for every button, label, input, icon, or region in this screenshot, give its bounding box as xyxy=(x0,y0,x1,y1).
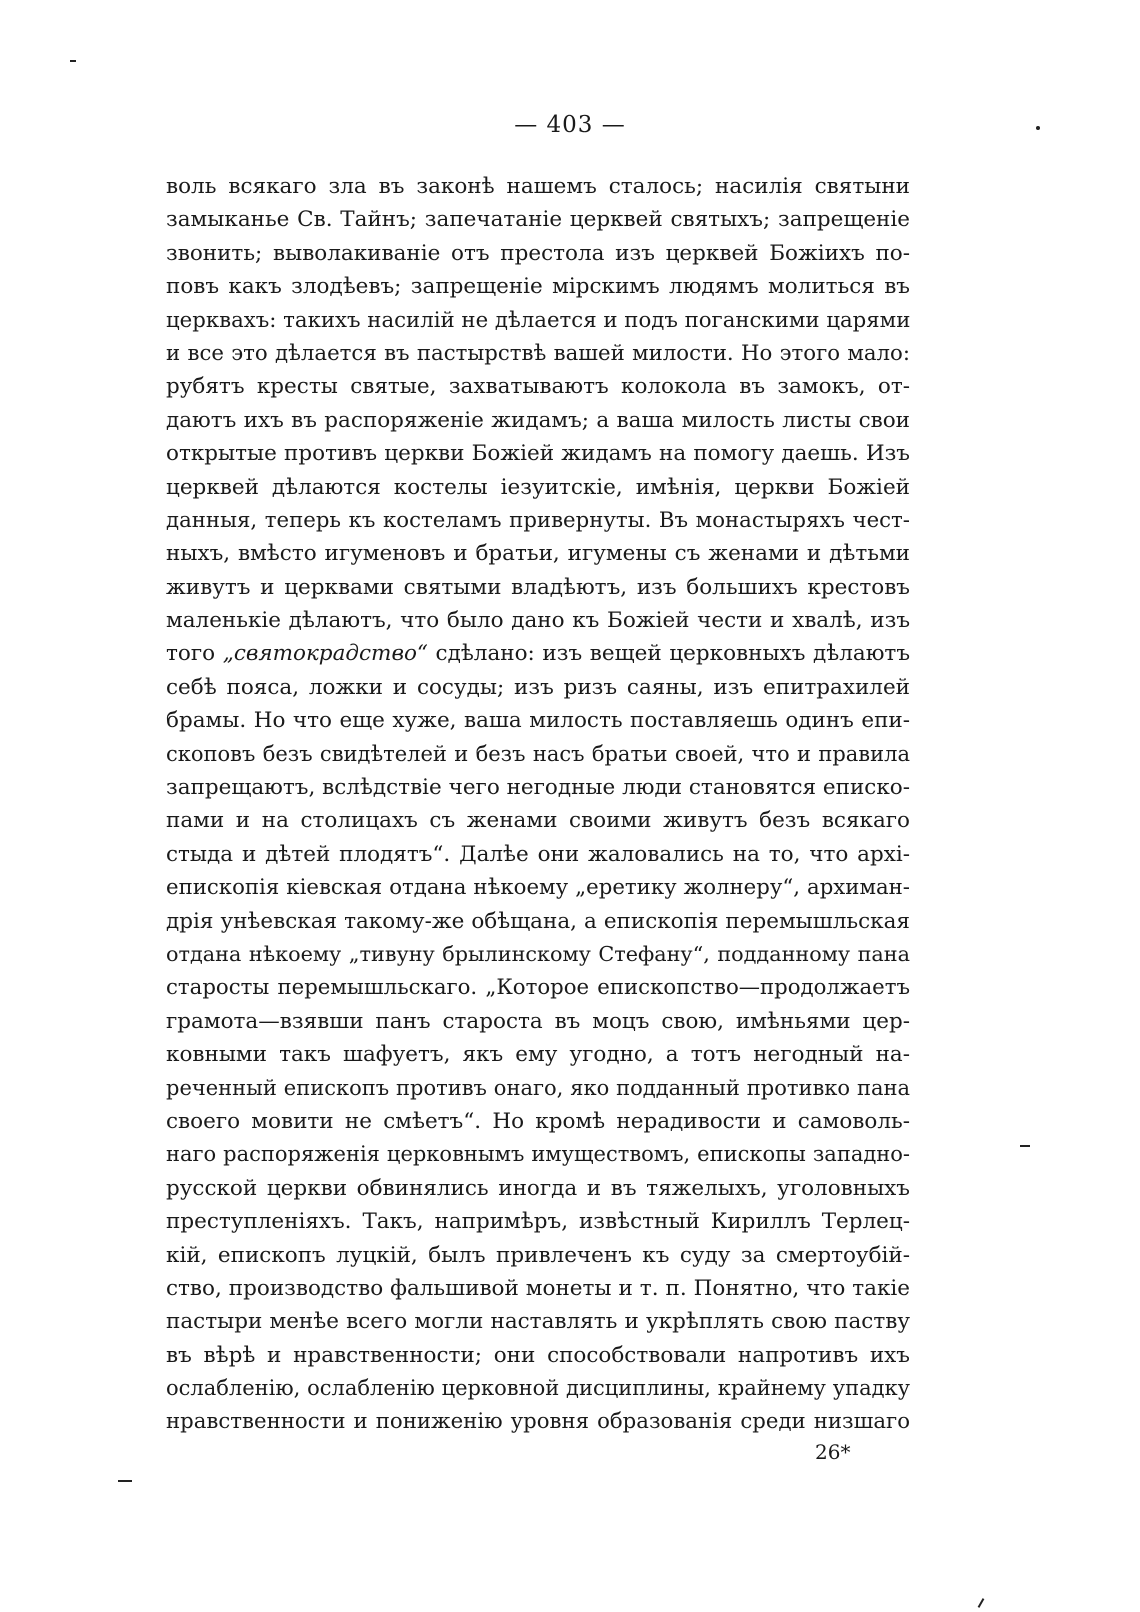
text-line: брамы. Но что еще хуже, ваша милость поставляешь одинъ епи- xyxy=(166,708,910,734)
text-line: русской церкви обвинялись иногда и въ тяжелыхъ, уголовныхъ xyxy=(166,1175,910,1201)
scan-speck xyxy=(70,60,76,62)
text-line: въ вѣрѣ и нравственности; они способствовали напротивъ ихъ xyxy=(166,1342,910,1368)
scan-speck xyxy=(1020,1145,1030,1147)
text-line: и все это дѣлается въ пастырствѣ вашей милости. Но этого мало: xyxy=(166,340,910,366)
text-line: пастыри менѣе всего могли наставлять и укрѣплять свою паству xyxy=(166,1309,910,1335)
text-line: повъ какъ злодѣевъ; запрещеніе мірскимъ людямъ молиться въ xyxy=(166,274,910,300)
text-line: грамота—взявши панъ староста въ моцъ свою, имѣньями цер- xyxy=(166,1008,910,1034)
text-line: ковными такъ шафуетъ, якъ ему угодно, а тотъ негодный на- xyxy=(166,1042,910,1068)
text-line: замыканье Св. Тайнъ; запечатаніе церквей святыхъ; запрещеніе xyxy=(166,207,910,233)
text-line: нравственности и пониженію уровня образованія среди низшаго xyxy=(166,1409,910,1435)
text-line: старосты перемышльскаго. „Которое епископство—продолжаетъ xyxy=(166,975,910,1001)
text-segment: того xyxy=(166,641,223,667)
text-line: церквей дѣлаются костелы іезуитскіе, имѣнія, церкви Божіей xyxy=(166,474,910,500)
text-line: скоповъ безъ свидѣтелей и безъ насъ братьи своей, что и правила xyxy=(166,741,910,766)
text-line: реченный епископъ противъ онаго, яко подданный противко пана xyxy=(166,1075,910,1100)
text-line: открытые противъ церкви Божіей жидамъ на помогу даешь. Изъ xyxy=(166,441,910,467)
printer-signature-mark: 26* xyxy=(815,1440,851,1464)
text-line: живутъ и церквами святыми владѣютъ, изъ большихъ крестовъ xyxy=(166,574,910,600)
text-line: стыда и дѣтей плодятъ“. Далѣе они жаловались на то, что архі- xyxy=(166,841,910,867)
text-line: дрія унѣевская такому-же обѣщана, а епископія перемышльская xyxy=(166,908,910,934)
italic-quote: „святокрадство“ xyxy=(222,641,428,667)
page-number: — 403 — xyxy=(514,112,626,138)
text-line: воль всякаго зла въ законѣ нашемъ сталось; насилія святыни xyxy=(166,174,910,199)
scan-speck xyxy=(1036,126,1040,130)
scan-speck xyxy=(978,1598,985,1608)
text-line: отдана нѣкоему „тивуну брылинскому Стефану“, подданному пана xyxy=(166,941,910,966)
text-line: себѣ пояса, ложки и сосуды; изъ ризъ саяны, изъ епитрахилей xyxy=(166,674,910,700)
text-line: звонить; выволакиваніе отъ престола изъ церквей Божіихъ по- xyxy=(166,240,910,266)
text-line: ныхъ, вмѣсто игуменовъ и братьи, игумены съ женами и дѣтьми xyxy=(166,541,910,567)
text-line: ство, производство фальшивой монеты и т. п. Понятно, что такіе xyxy=(166,1275,910,1301)
text-line: епископія кіевская отдана нѣкоему „еретику жолнеру“, архиман- xyxy=(166,875,910,901)
text-line xyxy=(166,637,910,670)
text-line: данныя, теперь къ костеламъ привернуты. Въ монастыряхъ чест- xyxy=(166,507,910,533)
text-line: даютъ ихъ въ распоряженіе жидамъ; а ваша милость листы свои xyxy=(166,407,910,433)
text-line: церквахъ: такихъ насилій не дѣлается и подъ поганскими царями xyxy=(166,307,910,333)
text-line: своего мовити не смѣетъ“. Но кромѣ нерадивости и самоволь- xyxy=(166,1108,910,1134)
text-line: пами и на столицахъ съ женами своими живутъ безъ всякаго xyxy=(166,808,910,834)
text-line: маленькіе дѣлаютъ, что было дано къ Божіей чести и хвалѣ, изъ xyxy=(166,608,910,634)
text-line: наго распоряженія церковнымъ имуществомъ, епископы западно- xyxy=(166,1142,910,1167)
text-segment: сдѣлано: изъ вещей церковныхъ дѣлаютъ xyxy=(427,641,910,667)
text-line: запрещаютъ, вслѣдствіе чего негодные люди становятся еписко- xyxy=(166,775,910,801)
scan-speck xyxy=(118,1480,132,1482)
text-line: кій, епископъ луцкій, былъ привлеченъ къ суду за смертоубій- xyxy=(166,1242,910,1268)
text-line: рубятъ кресты святые, захватываютъ колокола въ замокъ, от- xyxy=(166,374,910,400)
body-text xyxy=(166,170,910,1439)
text-line: ослабленію, ослабленію церковной дисциплины, крайнему упадку xyxy=(166,1376,910,1401)
text-line: преступленіяхъ. Такъ, напримѣръ, извѣстный Кириллъ Терлец- xyxy=(166,1209,910,1235)
